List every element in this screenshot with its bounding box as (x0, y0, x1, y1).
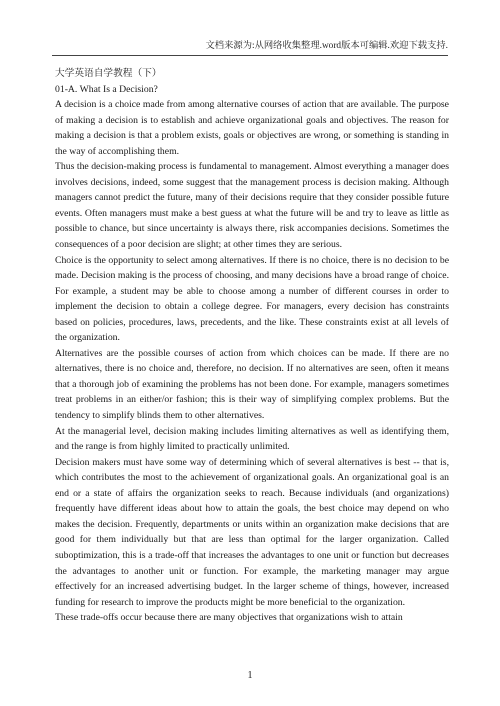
header-source-note: 文档来源为:从网络收集整理.word版本可编辑.欢迎下载支持. (205, 41, 448, 51)
paragraph: Decision makers must have some way of determining which of several alternatives is best -- that is, which contributes the most to the achievement of organizational goals. An organizational goal is an end or a state of affairs the organization seeks to reach. Because individuals (and organizations) frequently have different ideas about how to attain the goals, the best choice may depend on who makes the decision. Frequently, departments or units within an organization make decisions that are good for them individually but that are less than optimal for the larger organization. Called suboptimization, this is a trade-off that increases the advantages to one unit or function but decreases the advantages to another unit or function. For example, the marketing manager may argue effectively for an increased advertising budget. In the larger scheme of things, however, increased funding for research to improve the products might be more beneficial to the organization. (55, 456, 449, 608)
paragraph: These trade-offs occur because there are many objectives that organizations wish to attain (55, 612, 403, 624)
paragraph: A decision is a choice made from among alternative courses of action that are available. The purpose of making a decision is to establish and achieve organizational goals and objectives. The reason for making a decision is that a problem exists, goals or objectives are wrong, or something is standing in the way of accomplishing them. (55, 99, 449, 157)
paragraph: Thus the decision-making process is fundamental to management. Almost everything a manager does involves decisions, indeed, some suggest that the management process is decision making. Although managers cannot predict the future, many of their decisions require that they consider possible future events. Often managers must make a best guess at what the future will be and try to leave as little as possible to chance, but since uncertainty is always there, risk accompanies decisions. Sometimes the consequences of a poor decision are slight; at other times they are serious. (55, 161, 449, 251)
paragraph: Choice is the opportunity to select among alternatives. If there is no choice, there is no decision to be made. Decision making is the process of choosing, and many decisions have a broad range of choice. For example, a student may be able to choose among a number of different courses in order to implement the decision to obtain a college degree. For managers, every decision has constraints based on policies, procedures, laws, precedents, and the like. These constraints exist at all levels of the organization. (55, 254, 449, 344)
document-body (55, 66, 449, 626)
paragraph: At the managerial level, decision making includes limiting alternatives as well as identifying them, and the range is from highly limited to practically unlimited. (55, 425, 449, 453)
page-number: 1 (247, 670, 253, 681)
book-title: 大学英语自学教程（下） (55, 68, 162, 79)
header-divider (52, 55, 448, 56)
paragraph: Alternatives are the possible courses of action from which choices can be made. If there are no alternatives, there is no choice and, therefore, no decision. If no alternatives are seen, often it means that a thorough job of examining the problems has not been done. For example, managers sometimes treat problems in an either/or fashion; this is their way of simplifying complex problems. But the tendency to simplify blinds them to other alternatives. (55, 347, 449, 422)
section-title: 01-A. What Is a Decision? (55, 83, 158, 95)
